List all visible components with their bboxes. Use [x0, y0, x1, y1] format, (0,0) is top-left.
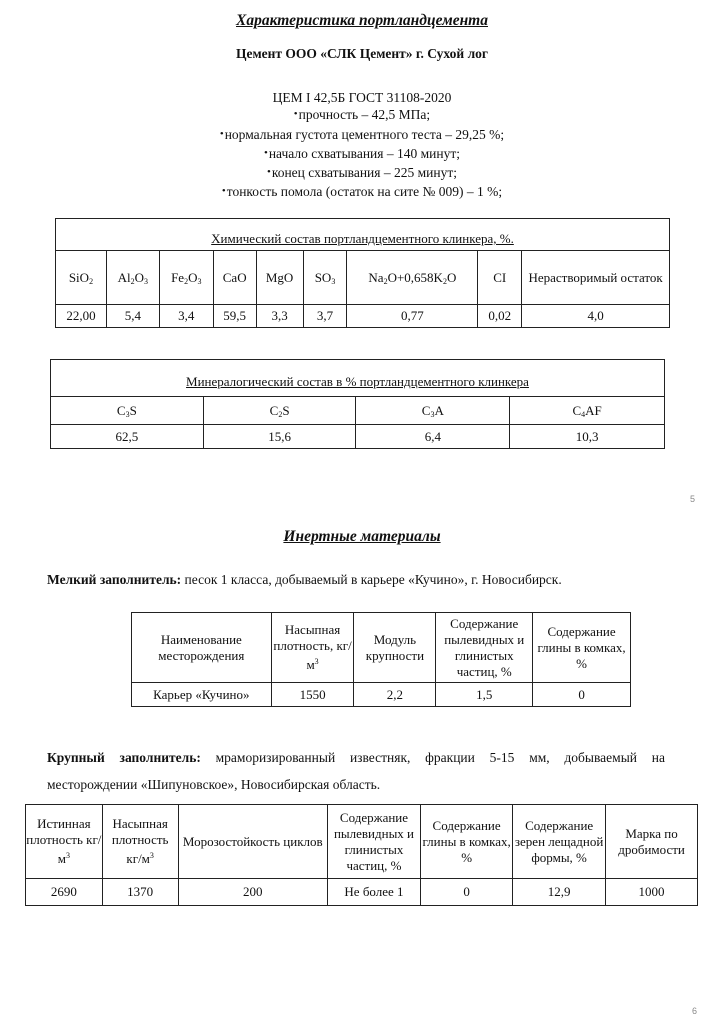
coarse-aggregate-line2: месторождении «Шипуновское», Новосибирская область. [47, 777, 381, 792]
mineral-value: 10,3 [510, 425, 665, 449]
fine-header-deposit: Наименование месторождения [132, 613, 272, 683]
chem-header-insoluble: Нерастворимый остаток [522, 251, 670, 305]
mineral-header-c3s: $C_3S$ [51, 397, 204, 425]
fine-value: 1550 [271, 683, 354, 707]
coarse-value: 0 [421, 879, 513, 906]
fine-aggregate-table [131, 612, 631, 707]
chem-header-so3: $SO_3$ [303, 251, 347, 305]
coarse-aggregate-line1: Крупный заполнитель: мраморизированный известняк, фракции 5-15 мм, добываемый на [47, 750, 666, 765]
bullet-icon: • [219, 128, 224, 140]
chem-header-sio2: SiO$_2$ [56, 251, 107, 305]
coarse-header-bulk-density: Насыпная плотность $кг/м^3$ [102, 805, 178, 879]
mineral-header-c2s: $C_2S$ [203, 397, 356, 425]
mineral-header-c3a: $C_3A$ [356, 397, 510, 425]
coarse-header-clay: Содержание глины в комках, % [421, 805, 513, 879]
section-title-inert-materials: Инертные материалы [283, 528, 441, 545]
bullet-icon: • [263, 147, 268, 159]
mineral-value: 15,6 [203, 425, 356, 449]
chem-table-caption: Химический состав портландцементного клинкера, %. [211, 231, 514, 246]
chem-value: 3,3 [256, 305, 303, 328]
fine-header-clay: Содержание глины в комках, % [533, 613, 631, 683]
chem-value: 59,5 [213, 305, 256, 328]
coarse-value: 12,9 [513, 879, 606, 906]
cement-grade: ЦЕМ I 42,5Б ГОСТ 31108-2020 [272, 90, 452, 105]
mineral-value: 62,5 [51, 425, 204, 449]
chem-value: 3,4 [159, 305, 213, 328]
coarse-value: 1000 [606, 879, 698, 906]
coarse-header-dust: Содержание пылевидных и глинистых частиц, % [327, 805, 420, 879]
chem-value: 22,00 [56, 305, 107, 328]
bullet-item: •конец схватывания – 225 минут; [266, 165, 458, 180]
chem-value: 0,77 [347, 305, 478, 328]
fine-value: Карьер «Кучино» [132, 683, 272, 707]
coarse-value: 2690 [26, 879, 103, 906]
mineral-value: 6,4 [356, 425, 510, 449]
chem-value: 5,4 [106, 305, 159, 328]
mineral-composition-table [50, 359, 665, 449]
page-number: 5 [690, 494, 696, 504]
coarse-header-crushability: Марка по дробимости [606, 805, 698, 879]
bullet-icon: • [221, 185, 226, 197]
coarse-header-flaky: Содержание зерен лещадной формы, % [513, 805, 606, 879]
chem-composition-table [55, 218, 670, 328]
fine-header-bulk-density: Насыпная плотность, $кг/м^3$ [271, 613, 354, 683]
mineral-header-c4af: $C_4AF$ [510, 397, 665, 425]
chem-value: 0,02 [478, 305, 522, 328]
coarse-header-true-density: Истинная плотность $кг/м^3$ [26, 805, 103, 879]
mineral-table-caption: Минералогический состав в % портландцементного клинкера [186, 374, 529, 389]
coarse-aggregate-table [25, 804, 698, 906]
chem-value: 3,7 [303, 305, 347, 328]
section-title-portland-cement: Характеристика портландцемента [236, 12, 488, 29]
chem-header-cao: CaO [213, 251, 256, 305]
chem-value: 4,0 [522, 305, 670, 328]
chem-header-al2o3: $Al_2O_3$ [106, 251, 159, 305]
chem-header-alkali: $Na_2O+0,658K_2O$ [347, 251, 478, 305]
coarse-header-frost: Морозостойкость циклов [178, 805, 327, 879]
fine-value: 0 [533, 683, 631, 707]
coarse-value: 1370 [102, 879, 178, 906]
chem-header-fe2o3: $Fe_2O_3$ [159, 251, 213, 305]
bullet-icon: • [266, 166, 271, 178]
fine-aggregate-description: Мелкий заполнитель: песок 1 класса, добываемый в карьере «Кучино», г. Новосибирск. [47, 572, 562, 587]
bullet-item: •нормальная густота цементного теста – 29,25 %; [219, 127, 505, 142]
coarse-value: 200 [178, 879, 327, 906]
bullet-item: •прочность – 42,5 МПа; [293, 107, 431, 122]
fine-header-dust: Содержание пылевидных и глинистых частиц, % [436, 613, 533, 683]
fine-header-fineness: Модуль крупности [354, 613, 436, 683]
bullet-item: •начало схватывания – 140 минут; [263, 146, 461, 161]
cement-manufacturer: Цемент ООО «СЛК Цемент» г. Сухой лог [235, 46, 489, 61]
fine-value: 1,5 [436, 683, 533, 707]
coarse-value: Не более 1 [327, 879, 420, 906]
bullet-icon: • [293, 108, 298, 120]
bullet-item: •тонкость помола (остаток на сите № 009) – 1 %; [221, 184, 503, 199]
chem-header-ci: CI [478, 251, 522, 305]
chem-header-mgo: MgO [256, 251, 303, 305]
fine-value: 2,2 [354, 683, 436, 707]
page-number: 6 [692, 1006, 698, 1016]
